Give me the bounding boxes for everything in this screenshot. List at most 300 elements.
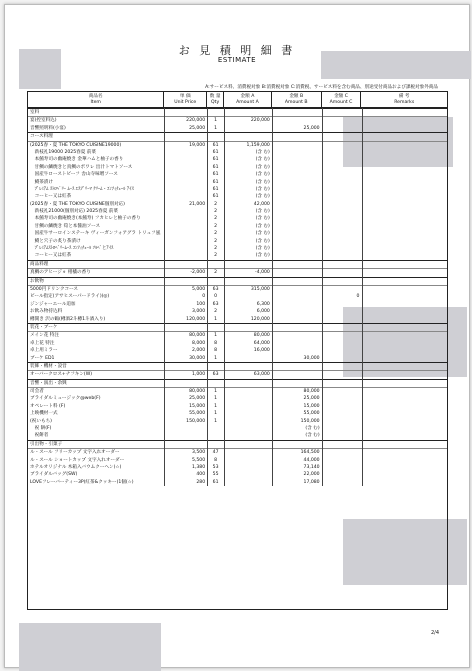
table-cell: コーヒー又は紅茶 [30,253,72,259]
table-cell [322,171,362,178]
table-cell: 15,000 [189,403,206,409]
table-cell [164,223,207,230]
table-cell: 宴(控室料込) [30,118,57,124]
table-cell: LOVEフレーバーティー3P(紅茶&クッキー)1個(☆) [30,479,134,485]
table-cell: 8,000 [191,340,206,346]
table-row [28,286,447,293]
table-cell [361,230,447,237]
section-header [28,362,447,371]
table-cell: 25,000 [189,396,206,402]
table-cell: 真鯛のアヒージョ 柑橘の香り [30,270,91,276]
table-row [28,223,447,230]
table-row [28,215,447,222]
table-cell [361,245,447,252]
table-cell [272,156,322,163]
table-cell: (含 む) [255,172,270,178]
section-title: 装花・ブーケ [30,324,58,330]
table-row [28,403,447,410]
table-cell: メイン花 特注 [30,333,59,339]
table-cell: 1 [214,355,218,361]
table-cell: ﾌﾟﾚﾐｱﾑｽﾄﾛﾍﾞﾘｰﾑｰｽ ｺﾝﾌｨﾁｭｰﾙ ｿﾙﾍﾞとｱｲｽ [30,246,114,252]
table-cell: 鰻と穴子の炙り茶漬け [30,238,81,244]
table-cell: 30,000 [303,355,320,361]
table-cell [361,186,447,193]
table-row [28,371,447,378]
table-row [28,432,447,439]
table-cell [322,425,362,432]
table-cell [272,245,322,252]
section-header [28,132,447,141]
table-cell [361,388,447,395]
column-divider [272,108,273,486]
table-cell: (含 む) [305,426,320,432]
estimate-sheet [4,4,470,668]
table-cell [322,371,362,378]
table-cell [361,286,447,293]
table-cell [361,395,447,402]
table-cell [272,238,322,245]
table-cell [272,252,322,259]
table-cell [361,464,447,471]
table-cell [322,316,362,323]
table-cell: 73,140 [303,464,320,470]
table-cell [322,403,362,410]
table-row [28,252,447,259]
table-cell: 80,000 [253,333,270,339]
table-cell [361,201,447,208]
table-row [28,156,447,163]
table-cell [361,347,447,354]
table-cell: (含 む) [255,179,270,185]
column-header [224,92,272,107]
table-cell: 0 [202,294,206,300]
table-cell: 2,000 [191,348,206,354]
table-cell: -4,000 [255,270,270,276]
table-row [28,193,447,200]
table-cell: 120,000 [250,316,270,322]
table-cell [272,230,322,237]
table-cell: 1 [214,125,218,131]
table-cell [361,269,447,276]
table-cell [272,171,322,178]
table-cell: 1 [214,418,218,424]
table-row [28,171,447,178]
column-header-jp: 商品名 [88,94,103,99]
table-cell [361,425,447,432]
table-cell [322,301,362,308]
table-cell [361,449,447,456]
table-cell [272,215,322,222]
table-cell: お飲み物持込料 [30,309,63,315]
table-cell: 2 [214,209,218,215]
table-cell [361,149,447,156]
table-cell: 新枝礼19000 2025春夏 前菜 [30,149,96,155]
table-row [28,308,447,315]
table-cell: 2 [214,223,218,229]
column-header [207,92,224,107]
table-cell: 8 [214,340,218,346]
table-cell: (含 む) [255,157,270,163]
table-cell [361,179,447,186]
table-cell: 25,000 [189,125,206,131]
table-cell: 280 [196,479,206,485]
table-cell: ホテルオリジナル 木箱入バウムクーヘン(☆) [30,464,122,470]
table-cell: 30,000 [189,355,206,361]
table-cell: 61 [212,142,219,148]
table-cell: 祝 餅(F) [30,426,52,432]
section-header [28,260,447,269]
table-cell: 1 [214,118,218,124]
table-cell: 2 [214,231,218,237]
table-row [28,355,447,362]
table-cell: 1 [214,389,218,395]
column-divider [322,108,323,486]
table-cell [322,410,362,417]
table-cell: オーバークロス+ナフキン(W) [30,372,93,378]
table-cell [361,457,447,464]
table-cell: 63 [212,372,219,378]
table-cell [361,301,447,308]
table-cell: ﾌﾟﾚﾐｱﾑ ｽﾄﾛﾍﾞﾘｰ ﾑｰｽ ｴｽﾌﾟﾘｰﾏ ｸﾘｰﾑ・ｺﾝﾌｨﾁｭｰﾙ ｱｲｽ [30,186,134,192]
table-cell: 25,000 [303,125,320,131]
table-cell [224,355,272,362]
table-cell: 100 [196,301,206,307]
table-cell [224,457,272,464]
table-cell [322,142,362,149]
table-cell: 61 [212,164,219,170]
table-cell: 44,000 [303,457,320,463]
table-cell [272,149,322,156]
table-cell: 2 [214,246,218,252]
table-cell [361,432,447,439]
table-cell: 2 [214,201,218,207]
table-cell [361,355,447,362]
table-cell: 53 [212,464,219,470]
table-cell: コーヒー又は紅茶 [30,194,72,200]
table-cell [322,286,362,293]
table-row [28,208,447,215]
column-header-jp: 金額 A [240,94,255,99]
section-title: 引出物・引菓子 [30,441,63,447]
section-title: お飲物 [30,278,44,284]
table-cell [361,403,447,410]
table-cell: (含 む) [305,433,320,439]
table-cell [322,186,362,193]
table-cell: 国産牛サーロインステーキ ヴィーガンフォアグラ トリュフ風 [30,231,161,237]
table-cell: 61 [212,172,219,178]
table-cell: 61 [212,194,219,200]
table-cell: (含 む) [255,194,270,200]
table-cell [322,117,362,124]
table-cell [272,316,322,323]
table-cell [361,215,447,222]
table-row [28,238,447,245]
table-cell: 8 [214,457,218,463]
section-header [28,277,447,286]
table-cell: 17,080 [303,479,320,485]
table-cell [224,464,272,471]
table-row [28,230,447,237]
table-cell [361,238,447,245]
section-title: 商品料理 [30,261,49,267]
table-cell [361,164,447,171]
table-cell [361,410,447,417]
table-cell [361,340,447,347]
table-cell: 0 [356,294,360,300]
section-title: 室料 [30,110,40,115]
table-cell: 15,000 [303,403,320,409]
table-cell [272,117,322,124]
table-cell [361,316,447,323]
table-row [28,316,447,323]
table-cell: 卓上用ミラー [30,348,58,354]
table-cell: (含 む) [255,164,270,170]
table-cell: 63 [212,301,219,307]
table-row [28,332,447,339]
table-row [28,471,447,478]
table-cell: 国産牛ローストビーフ 舎山寺味噌ソース [30,172,118,178]
table-cell: 55,000 [189,411,206,417]
table-cell [272,193,322,200]
column-header [322,92,362,107]
column-divider [224,108,225,486]
table-cell: (2025春・夏 THE TOKYO CUISINE19000) [30,142,122,148]
section-title: 装飾・機材・設営 [30,363,67,369]
table-cell: ビール指定(アサヒスーパードライ)(◎) [30,294,110,300]
table-row [28,479,447,486]
table-cell [224,432,272,439]
table-cell [322,223,362,230]
estimate-table [27,91,448,610]
table-cell: 80,000 [303,389,320,395]
table-cell [361,223,447,230]
table-cell: 2 [214,253,218,259]
table-cell: 1,000 [191,372,206,378]
column-header [272,92,322,107]
tax-legend-note: A:サービス料、消費税対象 B:消費税対象 C:消費税、サービス料を含む商品、別途受付商品および課税対象外商品 [205,85,438,90]
table-cell: (含 む) [255,216,270,222]
table-cell: (含 む) [255,238,270,244]
table-cell: ジンジャーエール追加 [30,301,76,307]
table-cell: 樽開き 沢の鶴(樽酒2斗樽1斗酒入り) [30,316,106,322]
table-cell: ル・スール ショートカップ 文字入れオーダー [30,457,125,463]
column-header-jp: 数 量 [209,94,221,99]
column-header [164,92,207,107]
table-cell [322,347,362,354]
table-cell: 5,500 [191,457,206,463]
table-cell [224,418,272,425]
table-body [28,108,447,486]
table-row [28,449,447,456]
table-cell [322,215,362,222]
table-cell: (含 む) [255,246,270,252]
table-row [28,117,447,124]
table-cell [207,425,224,432]
table-cell [361,208,447,215]
table-cell: 新枝礼21000(個別対応) 2025春夏 前菜 [30,209,118,215]
table-cell: 150,000 [300,418,320,424]
table-cell [272,308,322,315]
table-cell: 1 [214,333,218,339]
table-cell [322,208,362,215]
table-cell [272,223,322,230]
table-cell [224,395,272,402]
table-cell [272,142,322,149]
table-cell [322,193,362,200]
table-cell: 鰻茶漬け [30,179,53,185]
table-cell [224,403,272,410]
column-header-en: Amount C [329,99,353,105]
table-cell [272,201,322,208]
redaction-block [19,623,161,671]
table-cell: 1,159,000 [246,142,270,148]
table-cell [272,293,322,300]
table-cell: 2 [214,238,218,244]
column-header [361,92,447,107]
table-cell [272,340,322,347]
table-cell [224,410,272,417]
table-cell: 2 [214,309,218,315]
table-cell: 64,000 [253,340,270,346]
table-cell: 47 [212,450,219,456]
table-cell: 16,000 [253,348,270,354]
table-cell [361,252,447,259]
table-cell [164,171,207,178]
section-title: 音響・演出・余興 [30,380,67,386]
table-cell [272,269,322,276]
table-cell: 5,000 [191,286,206,292]
table-cell [164,208,207,215]
table-row [28,395,447,402]
table-cell: 120,000 [186,316,206,322]
table-cell: 1 [214,396,218,402]
table-cell [322,230,362,237]
table-cell: (2025春・夏 THE TOKYO CUISINE個別対応) [30,201,125,207]
table-cell: 42,000 [253,201,270,207]
table-cell: 2 [214,270,218,276]
table-cell: 63 [212,286,219,292]
table-row [28,410,447,417]
table-cell [164,252,207,259]
column-header-jp: 単 価 [179,94,191,99]
table-cell: 音響照明料(小宴) [30,125,66,131]
table-cell [361,471,447,478]
table-cell [361,156,447,163]
table-cell [322,449,362,456]
table-cell: 8 [214,348,218,354]
table-cell [322,340,362,347]
column-header-en: Unit Price [174,99,197,105]
table-row [28,340,447,347]
section-title: コース料理 [30,134,53,140]
table-cell [164,149,207,156]
redaction-block [19,49,61,89]
table-row [28,418,447,425]
table-cell: 3,500 [191,450,206,456]
table-cell [361,308,447,315]
table-cell: ブライダルミュージック@web(F) [30,396,101,402]
table-row [28,149,447,156]
table-cell: 本鮪寿司の幽庵焼き(本鮪寿) フカヒレと柚子の香り [30,216,141,222]
table-cell [164,230,207,237]
table-cell [361,117,447,124]
column-divider [207,108,208,486]
table-cell: 61 [212,157,219,163]
table-cell [164,193,207,200]
table-cell [361,371,447,378]
table-cell [224,293,272,300]
section-header [28,108,447,117]
table-cell: 25,000 [303,396,320,402]
table-cell: 甘鯛の鱗焼きと真鯛のポワレ 出汁トマトソース [30,164,133,170]
table-cell [361,479,447,486]
section-header [28,379,447,388]
table-header [28,92,447,108]
table-cell: 80,000 [189,333,206,339]
table-cell: 150,000 [186,418,206,424]
column-divider [164,108,165,486]
table-cell [322,164,362,171]
table-row [28,293,447,300]
table-cell: 1 [214,403,218,409]
column-header-en: Amount B [284,99,308,105]
table-cell: 22,000 [303,472,320,478]
table-cell [361,293,447,300]
table-cell [361,125,447,132]
table-row [28,125,447,132]
table-cell [322,432,362,439]
table-cell [322,479,362,486]
table-cell: オペレート料 (F) [30,403,66,409]
table-cell [164,425,207,432]
table-cell: (含 む) [255,253,270,259]
table-cell [322,471,362,478]
table-cell: 80,000 [189,389,206,395]
table-cell [164,156,207,163]
table-cell [361,332,447,339]
table-cell [272,301,322,308]
table-cell: 55 [212,472,219,478]
table-cell [164,164,207,171]
table-cell [224,479,272,486]
table-cell: 220,000 [250,118,270,124]
table-cell [272,208,322,215]
table-cell [272,347,322,354]
table-cell [164,238,207,245]
table-cell [164,179,207,186]
table-cell [224,425,272,432]
table-cell: 55,000 [303,411,320,417]
table-cell [322,156,362,163]
table-cell: 61 [212,479,219,485]
column-header-jp: 金額 C [334,94,348,99]
table-cell [322,238,362,245]
table-row [28,186,447,193]
table-row [28,347,447,354]
table-cell [224,471,272,478]
redaction-block [321,51,471,79]
table-cell [361,193,447,200]
table-row [28,301,447,308]
table-cell: ル・スール フリーカップ 文字入れオーダー [30,450,120,456]
table-cell: (含 む) [255,209,270,215]
table-cell: 0 [214,294,218,300]
table-cell: 祝餅者 [30,433,49,439]
document-subtitle: ESTIMATE [217,56,257,64]
table-cell: 6,300 [256,301,270,307]
table-row [28,269,447,276]
column-header-jp: 備 考 [398,94,410,99]
